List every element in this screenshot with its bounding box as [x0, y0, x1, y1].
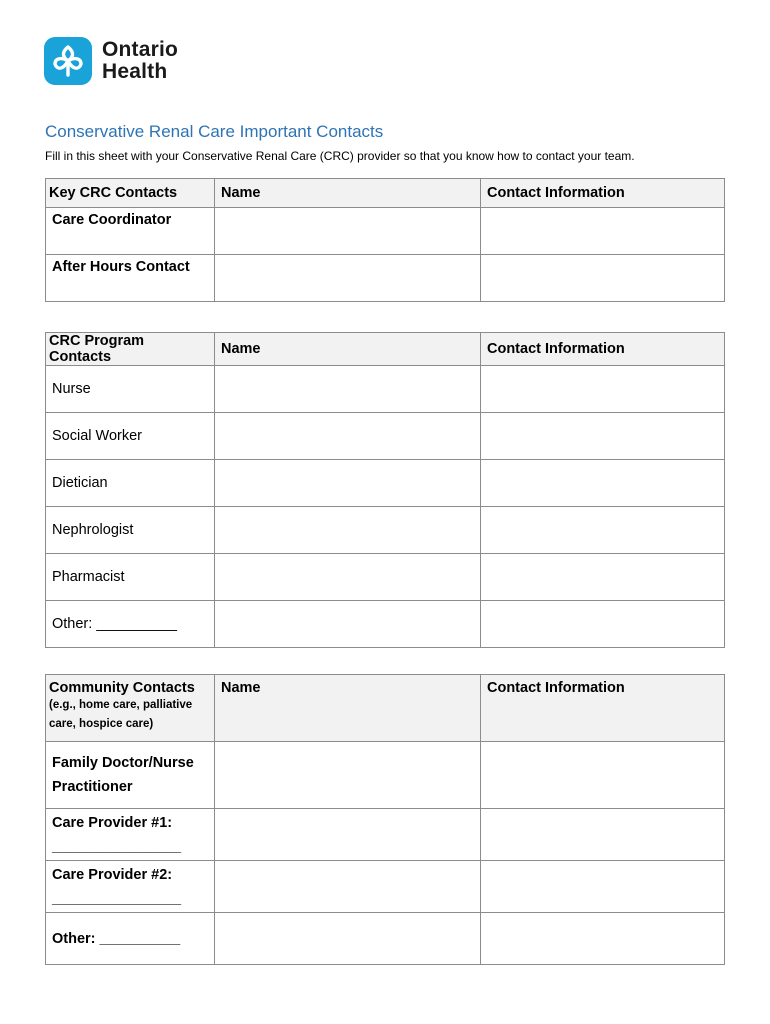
name-field[interactable]: [215, 554, 481, 601]
table-row: [46, 413, 725, 460]
row-label-line1: Other: __________: [52, 930, 181, 947]
row-label-care-coordinator: Care Coordinator: [46, 208, 215, 255]
contact-information-field[interactable]: [481, 742, 725, 809]
row-label-line1: Family Doctor/Nurse: [52, 755, 194, 771]
table-row: [46, 742, 725, 809]
name-field[interactable]: [215, 809, 481, 861]
ontario-health-logo: [44, 36, 178, 86]
logo-wordmark: [102, 39, 178, 83]
contact-information-field[interactable]: [481, 255, 725, 302]
table-row: [46, 255, 725, 302]
contact-information-field[interactable]: [481, 460, 725, 507]
column-header-community-contacts: [46, 675, 215, 742]
row-label-nephrologist: Nephrologist: [46, 507, 215, 554]
row-label-other: [46, 913, 215, 965]
table-row: [46, 601, 725, 648]
row-label-family-doctor: [46, 742, 215, 809]
table-header-row: [46, 675, 725, 742]
name-field[interactable]: [215, 507, 481, 554]
row-label-line2: ________________: [52, 890, 182, 907]
row-label-social-worker: Social Worker: [46, 413, 215, 460]
contact-information-field[interactable]: [481, 208, 725, 255]
table-row: [46, 861, 725, 913]
column-header-name: Name: [215, 179, 481, 208]
logo-line2: Health: [102, 60, 168, 83]
table-row: [46, 366, 725, 413]
contact-information-field[interactable]: [481, 554, 725, 601]
column-header-name: Name: [215, 675, 481, 742]
name-field[interactable]: [215, 742, 481, 809]
column-header-key-crc-contacts: Key CRC Contacts: [46, 179, 215, 208]
row-label-care-provider-2: [46, 861, 215, 913]
table-row: [46, 809, 725, 861]
contact-information-field[interactable]: [481, 413, 725, 460]
column-header-contact-information: Contact Information: [481, 179, 725, 208]
contact-information-field[interactable]: [481, 809, 725, 861]
column-header-contact-information: Contact Information: [481, 675, 725, 742]
table-row: [46, 460, 725, 507]
page-title: Conservative Renal Care Important Contacts: [45, 122, 384, 141]
row-label-dietician: Dietician: [46, 460, 215, 507]
name-field[interactable]: [215, 255, 481, 302]
community-contacts-table: [45, 674, 725, 965]
row-label-after-hours-contact: After Hours Contact: [46, 255, 215, 302]
table-row: [46, 507, 725, 554]
column-header-crc-program-contacts: CRC Program Contacts: [46, 333, 215, 366]
column-header-name: Name: [215, 333, 481, 366]
table-header-row: [46, 333, 725, 366]
row-label-pharmacist: Pharmacist: [46, 554, 215, 601]
row-label-care-provider-1: [46, 809, 215, 861]
community-contacts-note: (e.g., home care, palliative care, hospice care): [49, 699, 193, 730]
key-crc-contacts-table: [45, 178, 725, 302]
contact-information-field[interactable]: [481, 861, 725, 913]
name-field[interactable]: [215, 366, 481, 413]
row-label-line2: Practitioner: [52, 779, 133, 795]
trillium-icon: [44, 37, 92, 85]
row-label-nurse: Nurse: [46, 366, 215, 413]
name-field[interactable]: [215, 601, 481, 648]
column-header-contact-information: Contact Information: [481, 333, 725, 366]
row-label-line1: Care Provider #2:: [52, 866, 173, 883]
community-contacts-heading: Community Contacts: [49, 680, 195, 696]
table-row: [46, 913, 725, 965]
table-row: [46, 554, 725, 601]
row-label-other: Other: __________: [46, 601, 215, 648]
contact-information-field[interactable]: [481, 601, 725, 648]
contact-information-field[interactable]: [481, 366, 725, 413]
row-label-line2: ________________: [52, 838, 182, 855]
row-label-line1: Care Provider #1:: [52, 814, 173, 831]
page-subtitle: Fill in this sheet with your Conservative Renal Care (CRC) provider so that you know how to contact your team.: [45, 149, 635, 163]
name-field[interactable]: [215, 913, 481, 965]
logo-line1: Ontario: [102, 38, 179, 61]
table-header-row: [46, 179, 725, 208]
name-field[interactable]: [215, 208, 481, 255]
name-field[interactable]: [215, 861, 481, 913]
name-field[interactable]: [215, 413, 481, 460]
crc-program-contacts-table: [45, 332, 725, 648]
name-field[interactable]: [215, 460, 481, 507]
table-row: [46, 208, 725, 255]
contact-information-field[interactable]: [481, 913, 725, 965]
contact-information-field[interactable]: [481, 507, 725, 554]
